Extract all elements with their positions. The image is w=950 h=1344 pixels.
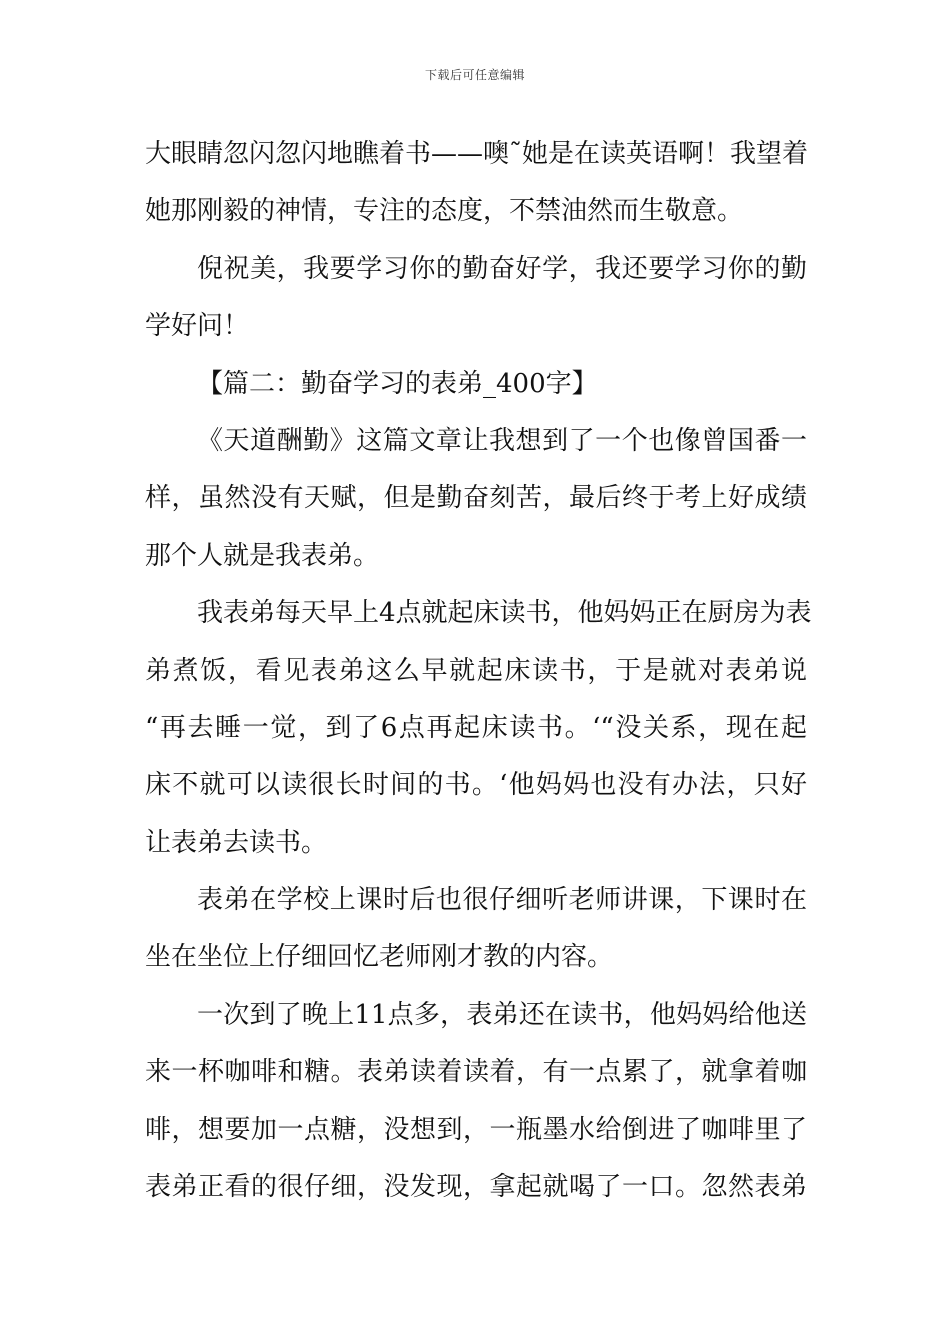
text-line: “再去睡一觉，到了6点再起床读书。‘“没关系，现在起 bbox=[145, 712, 807, 743]
text-line: 来一杯咖啡和糖。表弟读着读着，有一点累了，就拿着咖 bbox=[145, 1057, 807, 1088]
document-body bbox=[145, 126, 812, 1216]
text-line: 一次到了晚上11点多，表弟还在读书，他妈妈给他送 bbox=[197, 999, 807, 1030]
section-heading: 【篇二：勤奋学习的表弟_400字】 bbox=[197, 368, 598, 399]
text-line: 大眼睛忽闪忽闪地瞧着书——噢˜她是在读英语啊！我望着 bbox=[145, 139, 809, 169]
text-line: 让表弟去读书。 bbox=[145, 827, 328, 858]
text-line: 学好问！ bbox=[145, 311, 250, 342]
text-line: 床不就可以读很长时间的书。‘他妈妈也没有办法，只好 bbox=[145, 770, 807, 801]
text-line: 那个人就是我表弟。 bbox=[145, 540, 380, 571]
text-line: 弟煮饭，看见表弟这么早就起床读书，于是就对表弟说 bbox=[145, 655, 807, 686]
text-line: 她那刚毅的神情，专注的态度，不禁油然而生敬意。 bbox=[145, 196, 744, 227]
text-line: 样，虽然没有天赋，但是勤奋刻苦，最后终于考上好成绩 bbox=[145, 483, 807, 514]
text-line: 倪祝美，我要学习你的勤奋好学，我还要学习你的勤 bbox=[197, 253, 807, 284]
text-line: 我表弟每天早上4点就起床读书，他妈妈正在厨房为表 bbox=[197, 598, 812, 629]
text-line: 表弟正看的很仔细，没发现，拿起就喝了一口。忽然表弟 bbox=[145, 1172, 807, 1203]
text-line: 啡，想要加一点糖，没想到，一瓶墨水给倒进了咖啡里了 bbox=[145, 1114, 807, 1145]
text-line: 表弟在学校上课时后也很仔细听老师讲课，下课时在 bbox=[197, 885, 807, 916]
text-line: 坐在坐位上仔细回忆老师刚才教的内容。 bbox=[145, 942, 614, 973]
page-header-note: 下载后可任意编辑 bbox=[424, 68, 525, 82]
text-line: 《天道酬勤》这篇文章让我想到了一个也像曾国番一 bbox=[197, 425, 807, 456]
